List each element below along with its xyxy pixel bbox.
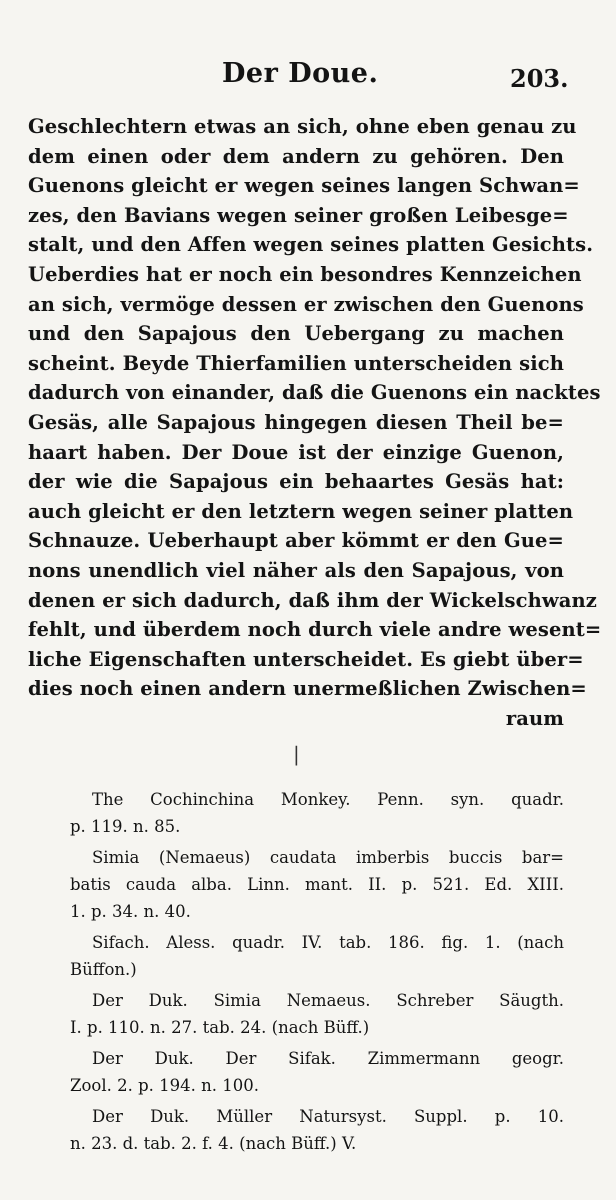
text-line: auch gleicht er den letztern wegen seiner platten — [28, 499, 574, 523]
running-title: Der Doue. — [222, 58, 379, 89]
text-line: liche Eigenschaften unterscheidet. Es giebt über= — [28, 647, 584, 671]
text-line: dies noch einen andern unermeßlichen Zwischen= — [28, 677, 587, 701]
footnote-line: p. 119. n. 85. — [70, 817, 181, 836]
footnote-line: I. p. 110. n. 27. tab. 24. (nach Büff.) — [70, 1018, 370, 1037]
text-line: an sich, vermöge dessen er zwischen den Guenons — [28, 292, 584, 316]
footnote-separator: | — [293, 742, 300, 766]
text-line: raum — [505, 706, 564, 730]
text-line: scheint. Beyde Thierfamilien unterscheiden sich — [28, 351, 564, 375]
page-header — [0, 52, 616, 92]
text-line: dadurch von einander, daß die Guenons ein nacktes — [28, 381, 601, 405]
footnote-entry — [70, 1103, 564, 1157]
text-line: denen er sich dadurch, daß ihm der Wickelschwanz — [28, 588, 597, 612]
footnote-entry — [70, 844, 564, 925]
footnote-line: Der Duk. Müller Natursyst. Suppl. p. 10. — [92, 1107, 564, 1126]
text-line: Gesäs, alle Sapajous hingegen diesen Theil be= — [28, 410, 564, 434]
text-line: Guenons gleicht er wegen seines langen Schwan= — [28, 174, 580, 198]
footnote-line: Simia (Nemaeus) caudata imberbis buccis bar= — [92, 848, 564, 867]
text-line: zes, den Bavians wegen seiner großen Leibesge= — [28, 203, 569, 227]
text-line: Schnauze. Ueberhaupt aber kömmt er den Gue= — [28, 529, 564, 553]
footnote-entry — [70, 987, 564, 1041]
text-line: der wie die Sapajous ein behaartes Gesäs hat: — [28, 470, 564, 494]
text-line: und den Sapajous den Uebergang zu machen — [28, 322, 564, 346]
footnote-entry — [70, 1045, 564, 1099]
footnote-line: n. 23. d. tab. 2. f. 4. (nach Büff.) V. — [70, 1134, 357, 1153]
footnote-line: 1. p. 34. n. 40. — [70, 902, 191, 921]
text-line: Geschlechtern etwas an sich, ohne eben genau zu — [28, 115, 577, 138]
footnote-line: Sifach. Aless. quadr. IV. tab. 186. fig. 1. (nach — [92, 933, 564, 952]
footnotes — [70, 786, 564, 1161]
footnote-line: Der Duk. Der Sifak. Zimmermann geogr. — [92, 1049, 564, 1068]
footnote-entry — [70, 786, 564, 840]
main-text — [28, 112, 602, 733]
footnote-entry — [70, 929, 564, 983]
text-line: dem einen oder dem andern zu gehören. Den — [28, 144, 564, 168]
footnote-line: batis cauda alba. Linn. mant. II. p. 521. Ed. XIII. — [70, 875, 564, 894]
text-line: Ueberdies hat er noch ein besondres Kennzeichen — [28, 262, 582, 286]
text-line: nons unendlich viel näher als den Sapajous, von — [28, 558, 564, 582]
footnote-line: Der Duk. Simia Nemaeus. Schreber Säugth. — [92, 991, 564, 1010]
footnote-line: The Cochinchina Monkey. Penn. syn. quadr. — [92, 790, 564, 809]
page-number: 203. — [510, 64, 569, 93]
text-line: haart haben. Der Doue ist der einzige Guenon, — [28, 440, 564, 464]
footnote-line: Zool. 2. p. 194. n. 100. — [70, 1076, 259, 1095]
text-line: fehlt, und überdem noch durch viele andre wesent= — [28, 618, 602, 642]
text-line: stalt, und den Affen wegen seines platten Gesichts. — [28, 233, 594, 257]
footnote-line: Büffon.) — [70, 960, 137, 979]
